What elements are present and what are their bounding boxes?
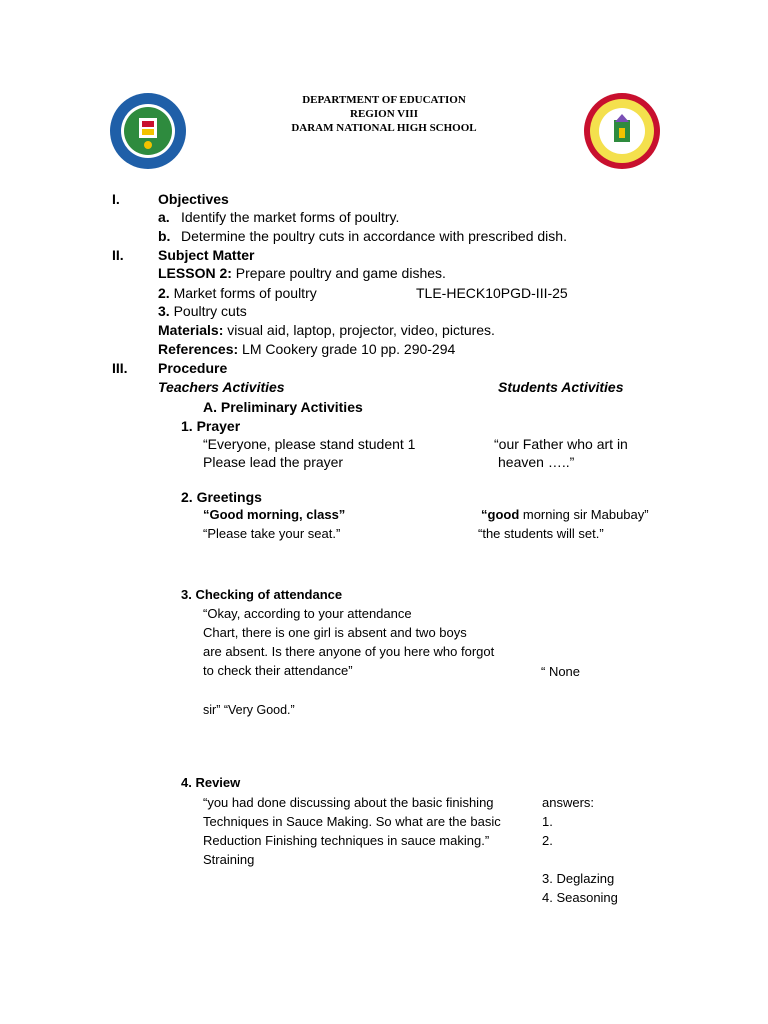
prayer-student-line-1: “our Father who art in <box>494 436 628 452</box>
prayer-teacher-line-2: Please lead the prayer <box>203 454 344 470</box>
lesson-line <box>158 265 446 281</box>
item-2-text: Market forms of poultry <box>169 285 317 301</box>
greetings-student-good: “good <box>481 507 520 522</box>
review-teacher-line-3: Reduction Finishing techniques in sauce making.” <box>203 833 490 848</box>
poultry-cuts-line <box>158 303 247 319</box>
review-student-line-4: 3. Deglazing <box>542 871 615 886</box>
attendance-student-line-1: “ None <box>541 664 581 679</box>
greetings-teacher-line-1: “Good morning, class” <box>203 507 346 522</box>
header-department: DEPARTMENT OF EDUCATION <box>302 94 466 106</box>
greetings-title: 2. Greetings <box>181 489 262 505</box>
review-student-line-2: 1. <box>542 814 553 829</box>
review-teacher-line-1: “you had done discussing about the basic finishing <box>203 795 494 810</box>
prayer-teacher-line-1: “Everyone, please stand student 1 <box>203 436 416 452</box>
section-3-title: Procedure <box>158 360 228 376</box>
competency-code: TLE-HECK10PGD-III-25 <box>416 285 568 301</box>
section-1-title: Objectives <box>158 191 229 207</box>
review-title: 4. Review <box>181 775 241 790</box>
greetings-student-line-1 <box>481 508 649 523</box>
students-activities-heading: Students Activities <box>498 379 624 395</box>
market-forms-line <box>158 285 317 301</box>
objective-a-label: a. <box>158 209 170 225</box>
header-school: DARAM NATIONAL HIGH SCHOOL <box>291 122 477 134</box>
greetings-student-line-2: “the students will set.” <box>478 526 604 541</box>
references-text: LM Cookery grade 10 pp. 290-294 <box>238 341 456 357</box>
teachers-activities-heading: Teachers Activities <box>158 379 285 395</box>
objective-b-text: Determine the poultry cuts in accordance with prescribed dish. <box>181 228 567 244</box>
section-2-number: II. <box>112 247 124 263</box>
attendance-title: 3. Checking of attendance <box>181 587 343 602</box>
materials-label: Materials: <box>158 322 224 338</box>
item-3-label: 3. <box>158 303 170 319</box>
item-2-label: 2. <box>158 285 170 301</box>
greetings-teacher-line-2: “Please take your seat.” <box>203 526 341 541</box>
preliminary-activities-heading: A. Preliminary Activities <box>203 399 363 415</box>
prayer-student-line-2: heaven …..” <box>498 454 575 470</box>
review-student-line-3: 2. <box>542 833 553 848</box>
section-1-number: I. <box>112 191 120 207</box>
references-label: References: <box>158 341 239 357</box>
objective-b-label: b. <box>158 228 171 244</box>
section-3-number: III. <box>112 360 128 376</box>
materials-line <box>158 322 495 338</box>
attendance-teacher-line-4: to check their attendance” <box>203 663 353 678</box>
lesson-label: LESSON 2: <box>158 265 232 281</box>
review-student-line-1: answers: <box>542 795 595 810</box>
attendance-teacher-line-3: are absent. Is there anyone of you here who forgot <box>203 644 495 659</box>
greetings-student-rest: morning sir Mabubay” <box>519 507 649 522</box>
review-student-line-5: 4. Seasoning <box>542 890 618 905</box>
references-line <box>158 341 455 357</box>
prayer-title: 1. Prayer <box>181 418 241 434</box>
item-3-text: Poultry cuts <box>169 303 247 319</box>
review-teacher-line-4: Straining <box>203 852 255 867</box>
objective-a-text: Identify the market forms of poultry. <box>181 209 400 225</box>
section-2-title: Subject Matter <box>158 247 255 263</box>
materials-text: visual aid, laptop, projector, video, pictures. <box>223 322 495 338</box>
attendance-teacher-line-5: sir” “Very Good.” <box>203 703 295 717</box>
header-region: REGION VIII <box>350 108 418 120</box>
attendance-teacher-line-1: “Okay, according to your attendance <box>203 606 412 621</box>
review-teacher-line-2: Techniques in Sauce Making. So what are the basic <box>203 814 501 829</box>
lesson-text: Prepare poultry and game dishes. <box>231 265 446 281</box>
attendance-teacher-line-2: Chart, there is one girl is absent and two boys <box>203 625 467 640</box>
